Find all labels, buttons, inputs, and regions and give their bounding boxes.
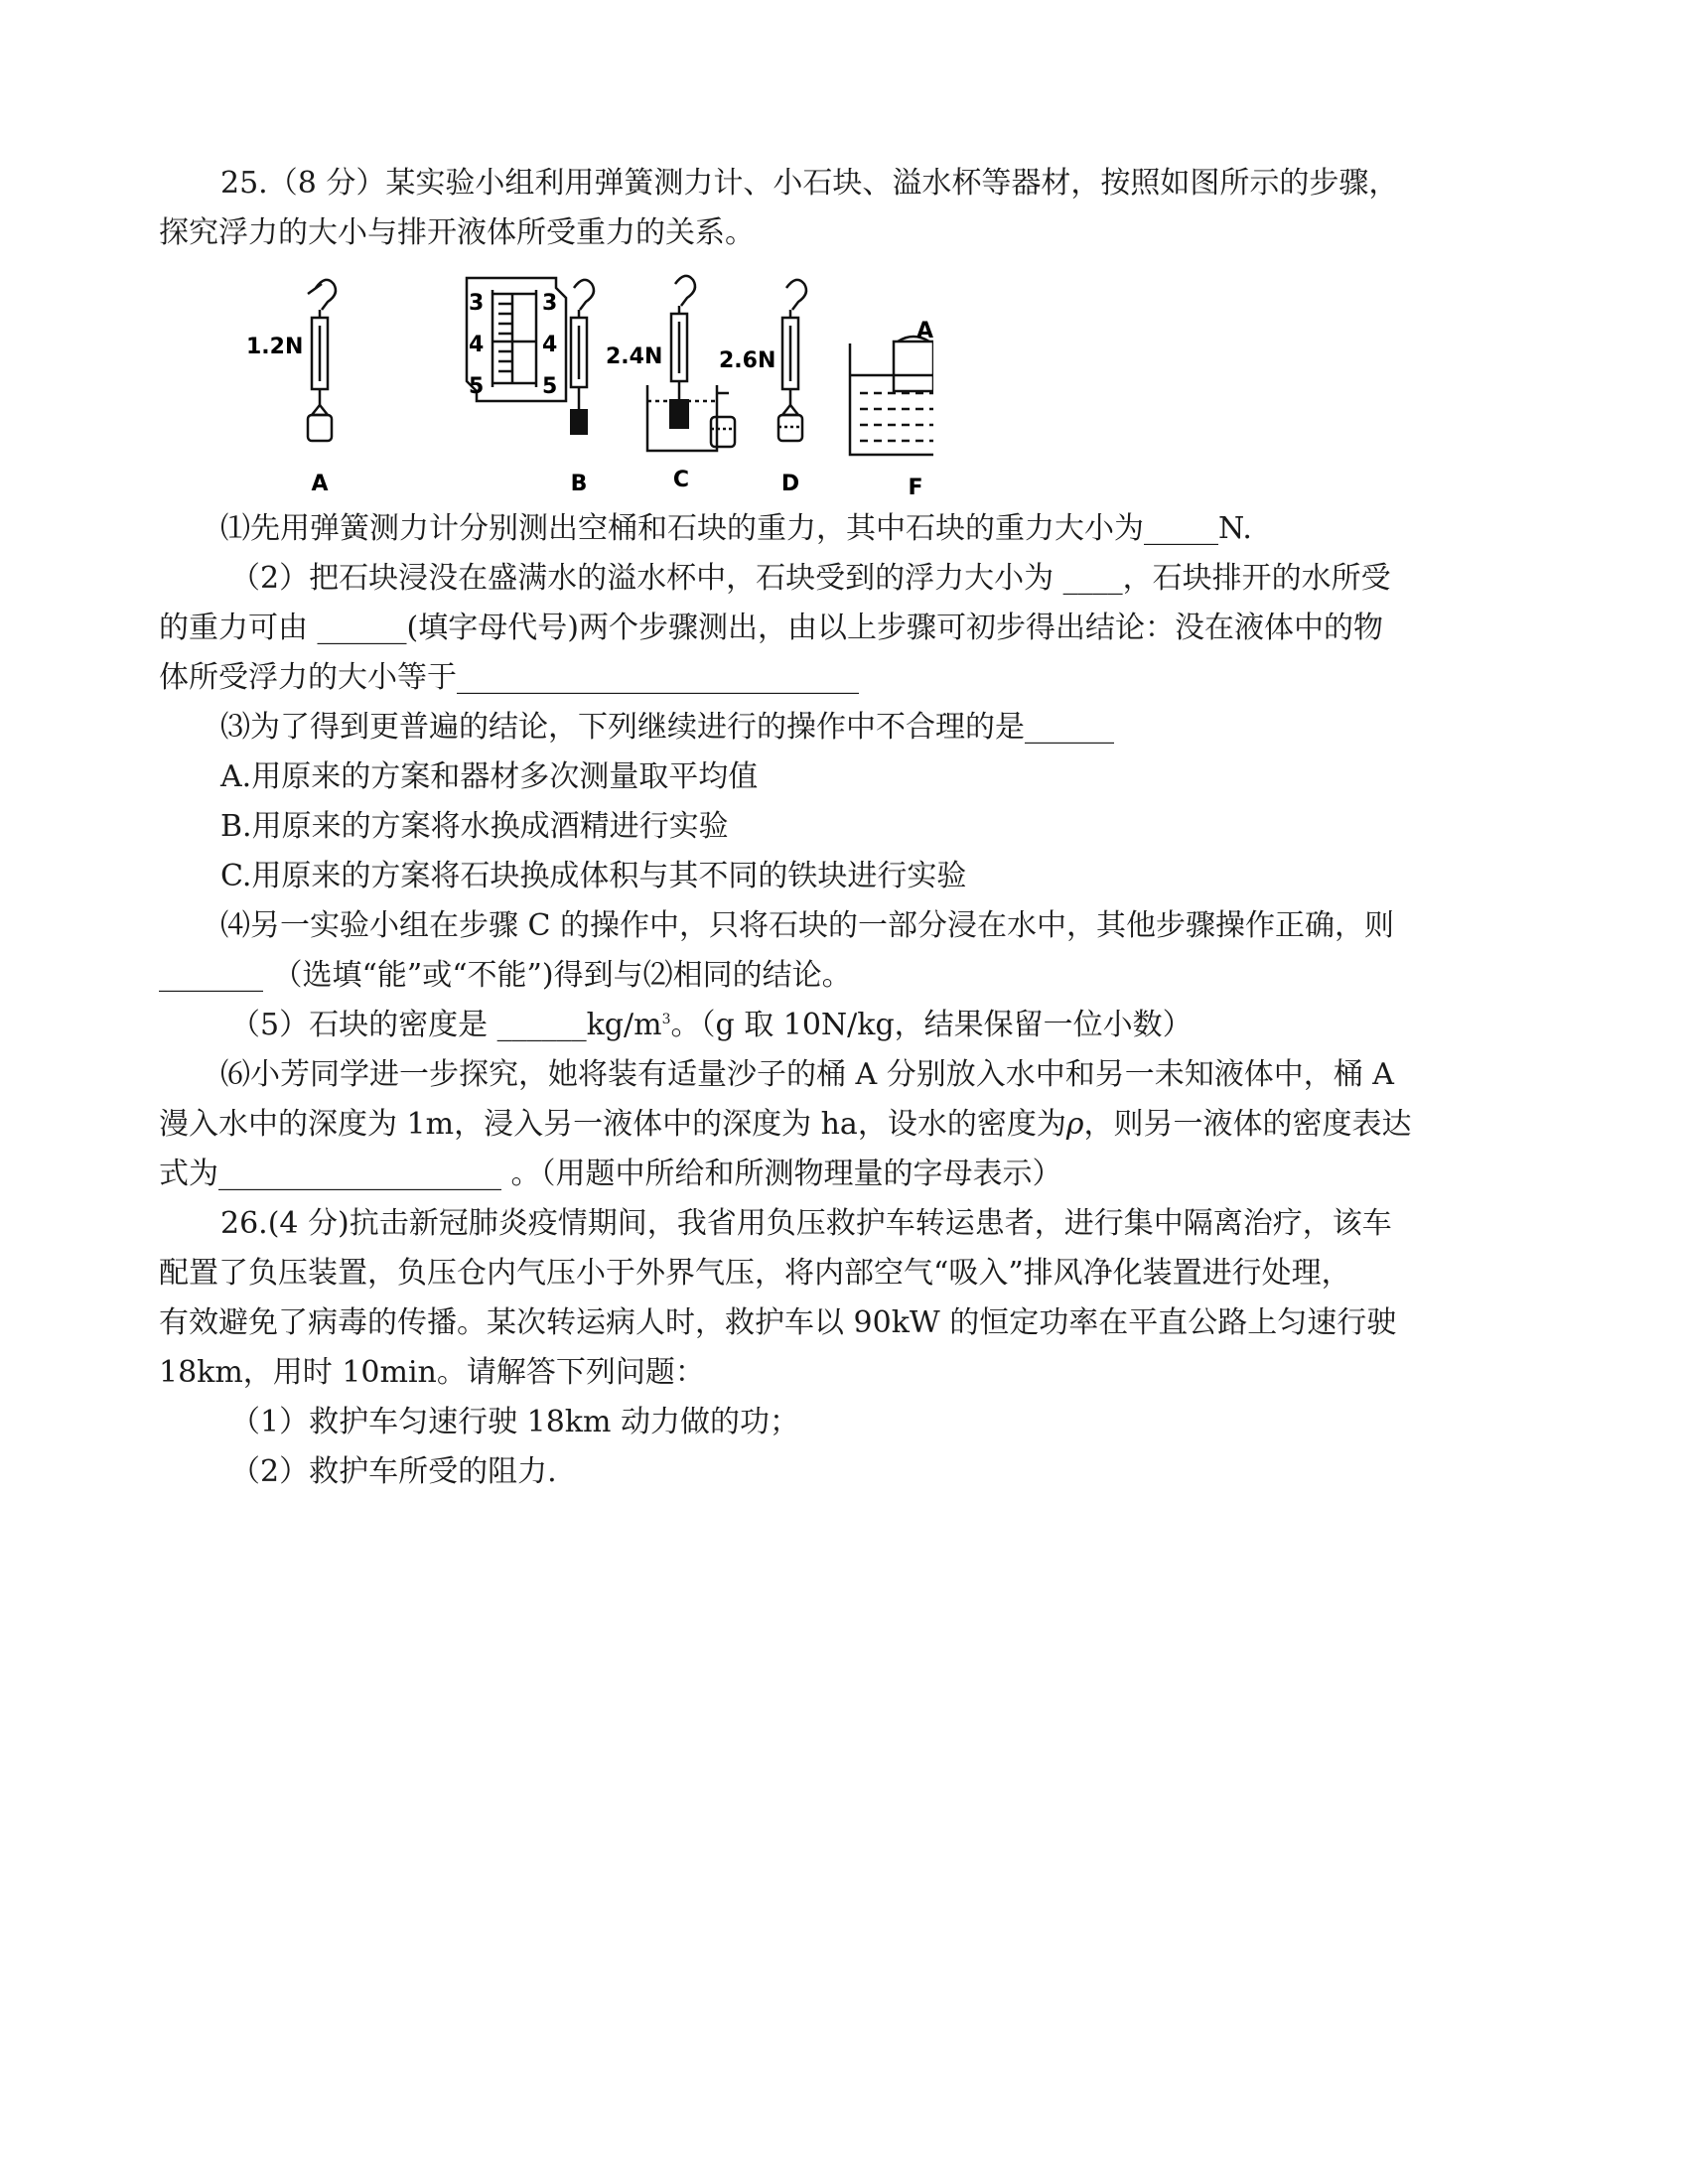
- step-d-scale: [778, 280, 806, 441]
- q26-line3: 有效避免了病毒的传播。某次转运病人时，救护车以 90kW 的恒定功率在平直公路上匀速行驶: [159, 1305, 1397, 1340]
- step-a-scale: [308, 280, 336, 441]
- q25-stem-line1: 25.（8 分）某实验小组利用弹簧测力计、小石块、溢水杯等器材，按照如图所示的步骤，: [220, 166, 1399, 201]
- q25-part4-line1: ⑷另一实验小组在步骤 C 的操作中，只将石块的一部分浸在水中，其他步骤操作正确，则: [220, 908, 1395, 943]
- step-f-container: [850, 337, 933, 455]
- q25-part4-line2: _______ （选填“能”或“不能”)得到与⑵相同的结论。: [159, 958, 852, 993]
- q25-part5: [159, 1001, 1549, 1050]
- scale-num-left-3: 3: [469, 291, 485, 316]
- step-b-scale: [467, 278, 594, 409]
- scale-num-right-5: 5: [542, 374, 558, 399]
- q25-part1: ⑴先用弹簧测力计分别测出空桶和石块的重力，其中石块的重力大小为_____N.: [220, 511, 1252, 546]
- q25-part6-line1: ⑹小芳同学进一步探究，她将装有适量沙子的桶 A 分别放入水中和另一未知液体中，桶 A: [220, 1057, 1394, 1092]
- q25-part6-line2: [159, 1100, 1549, 1150]
- q25-option-a: A.用原来的方案和器材多次测量取平均值: [220, 759, 759, 794]
- document-page: [159, 159, 1549, 1497]
- label-f: F: [908, 476, 923, 498]
- q25-part5-pre: （5）石块的密度是 ______kg/m: [230, 1008, 662, 1042]
- q26-line4: 18km，用时 10min。请解答下列问题：: [159, 1355, 705, 1390]
- step-b-block: [570, 409, 588, 435]
- experiment-diagram: [238, 270, 933, 498]
- bucket-label: A: [915, 319, 933, 343]
- q26-line1: 26.(4 分)抗击新冠肺炎疫情期间，我省用负压救护车转运患者，进行集中隔离治疗，该车: [220, 1206, 1392, 1241]
- reading-c: 2.4N: [606, 344, 663, 369]
- q26-line2: 配置了负压装置，负压仓内气压小于外界气压，将内部空气“吸入”排风净化装置进行处理，: [159, 1256, 1351, 1291]
- q26-sub1: （1）救护车匀速行驶 18km 动力做的功；: [230, 1405, 799, 1439]
- q25-part6-line2-pre: 漫入水中的深度为 1m，浸入另一液体中的深度为 ha，设水的密度为: [159, 1107, 1066, 1142]
- scale-num-right-4: 4: [542, 333, 558, 357]
- label-d: D: [780, 472, 800, 496]
- label-b: B: [570, 472, 588, 496]
- q25-part2-line3: 体所受浮力的大小等于___________________________: [159, 660, 859, 695]
- rho-symbol: ρ: [1065, 1107, 1084, 1142]
- q25-stem-line2: 探究浮力的大小与排开液体所受重力的关系。: [159, 215, 755, 250]
- scale-num-right-3: 3: [542, 291, 558, 316]
- step-c-block: [669, 399, 689, 429]
- q25-part3: ⑶为了得到更普遍的结论，下列继续进行的操作中不合理的是______: [220, 710, 1114, 745]
- scale-num-left-4: 4: [469, 333, 485, 357]
- q25-option-c: C.用原来的方案将石块换成体积与其不同的铁块进行实验: [220, 859, 967, 893]
- q25-option-b: B.用原来的方案将水换成酒精进行实验: [220, 809, 729, 844]
- experiment-figure: [238, 270, 933, 498]
- q26-sub2: （2）救护车所受的阻力.: [230, 1454, 557, 1489]
- q25-part2-line1: （2）把石块浸没在盛满水的溢水杯中，石块受到的浮力大小为 ____，石块排开的水所受: [230, 561, 1391, 596]
- label-c: C: [672, 468, 690, 492]
- reading-d: 2.6N: [719, 348, 776, 373]
- label-a: A: [311, 472, 329, 496]
- q25-part5-sup: 3: [661, 1012, 671, 1027]
- q25-part2-line2: 的重力可由 ______(填字母代号)两个步骤测出，由以上步骤可初步得出结论：没在液体中的物: [159, 611, 1383, 645]
- q25-part5-post: 。（g 取 10N/kg，结果保留一位小数）: [670, 1008, 1193, 1042]
- reading-a: 1.2N: [246, 335, 304, 359]
- q25-part6-line3: 式为___________________ 。（用题中所给和所测物理量的字母表示）: [159, 1157, 1062, 1191]
- scale-num-left-5: 5: [469, 374, 485, 399]
- q25-part6-line2-post: ，则另一液体的密度表达: [1083, 1107, 1412, 1142]
